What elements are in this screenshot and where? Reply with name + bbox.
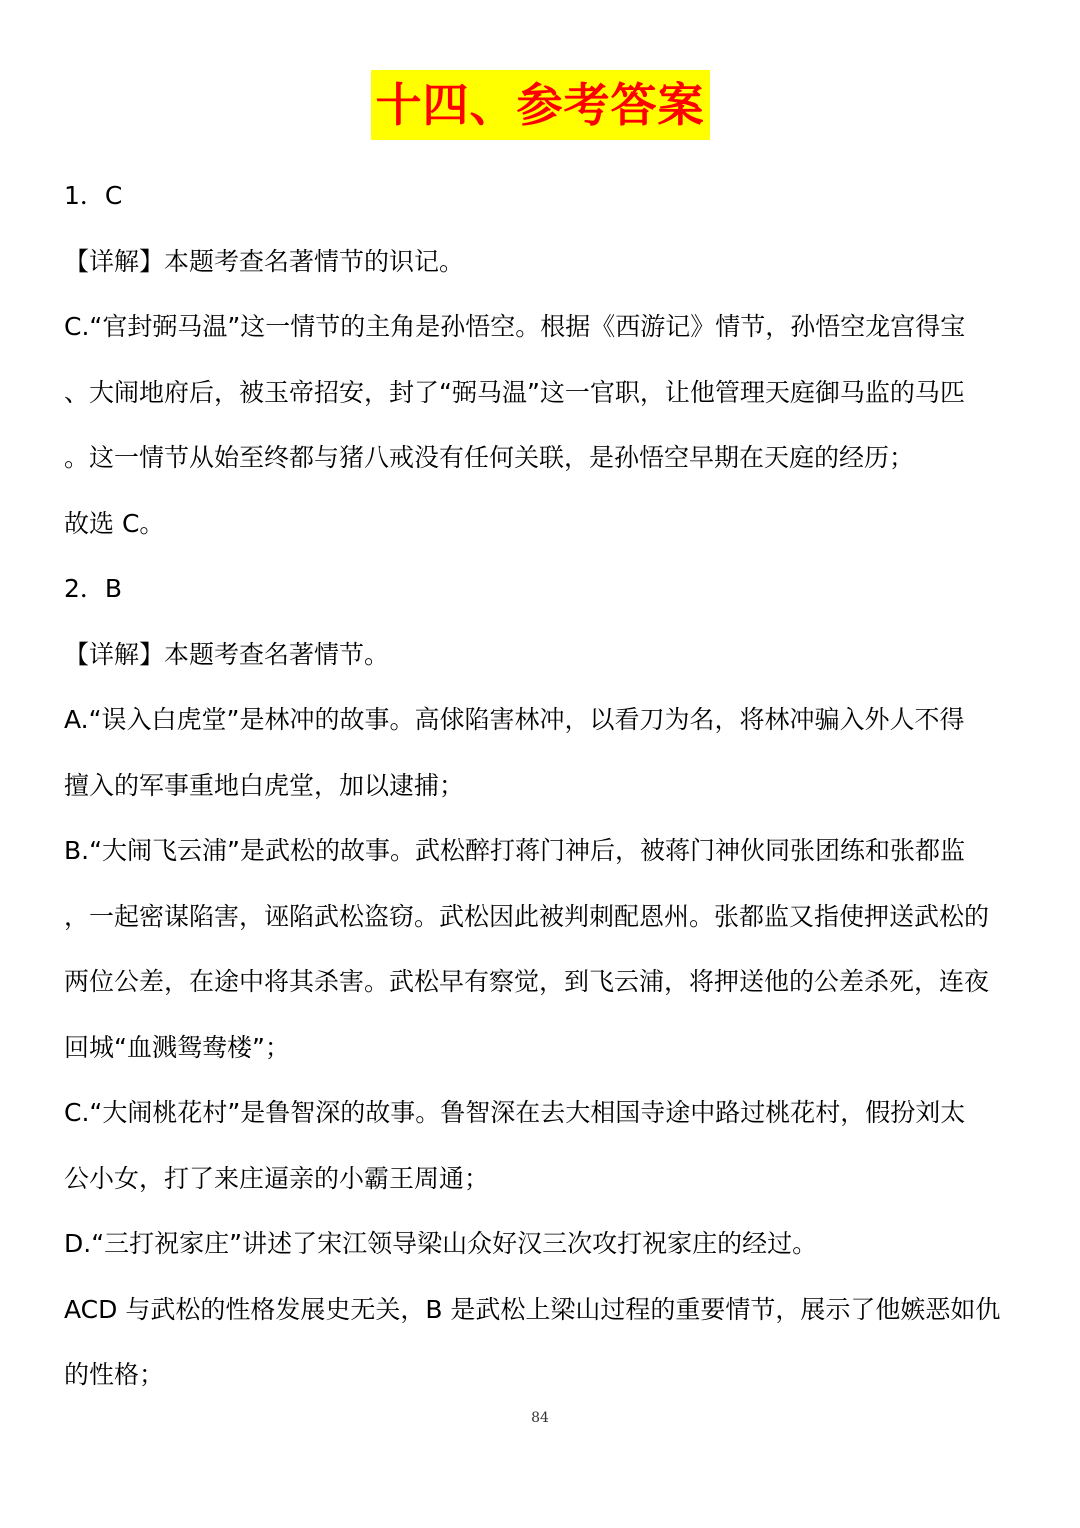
text-line: 擅入的军事重地白虎堂，加以逮捕；: [64, 770, 465, 800]
text-line: 1．C: [64, 181, 123, 210]
text-line: D.“三打祝家庄”讲述了宋江领导梁山众好汉三次攻打祝家庄的经过。: [64, 1229, 818, 1258]
text-line: 故选 C。: [64, 508, 165, 538]
text-line: B.“大闹飞云浦”是武松的故事。武松醉打蒋门神后，被蒋门神伙同张团练和张都监: [64, 836, 966, 865]
text-line: 回城“血溅鸳鸯楼”；: [64, 1032, 290, 1062]
answer-content: [64, 163, 1014, 1408]
page-title: 十四、参考答案: [371, 70, 710, 140]
text-line: 、大闹地府后，被玉帝招安，封了“弼马温”这一官职，让他管理天庭御马监的马匹: [64, 377, 965, 407]
text-line: 【详解】本题考查名著情节。: [64, 639, 390, 669]
text-line: ACD 与武松的性格发展史无关，B 是武松上梁山过程的重要情节，展示了他嫉恶如仇: [64, 1294, 1001, 1324]
text-line: 2．B: [64, 574, 123, 603]
text-line: C.“官封弼马温”这一情节的主角是孙悟空。根据《西游记》情节，孙悟空龙宫得宝: [64, 312, 966, 341]
text-line: ，一起密谋陷害，诬陷武松盗窃。武松因此被判刺配恩州。张都监又指使押送武松的: [64, 901, 990, 931]
text-line: C.“大闹桃花村”是鲁智深的故事。鲁智深在去大相国寺途中路过桃花村，假扮刘太: [64, 1098, 966, 1127]
text-line: 【详解】本题考查名著情节的识记。: [64, 246, 465, 276]
text-line: 的性格；: [64, 1360, 165, 1389]
page-number: 84: [531, 1410, 549, 1426]
text-line: 两位公差，在途中将其杀害。武松早有察觉，到飞云浦，将押送他的公差杀死，连夜: [64, 967, 990, 996]
text-line: A.“误入白虎堂”是林冲的故事。高俅陷害林冲，以看刀为名，将林冲骗入外人不得: [64, 705, 965, 734]
text-line: 。这一情节从始至终都与猪八戒没有任何关联，是孙悟空早期在天庭的经历；: [64, 443, 915, 472]
title-container: [0, 70, 1080, 140]
text-line: 公小女，打了来庄逼亲的小霸王周通；: [64, 1163, 490, 1193]
